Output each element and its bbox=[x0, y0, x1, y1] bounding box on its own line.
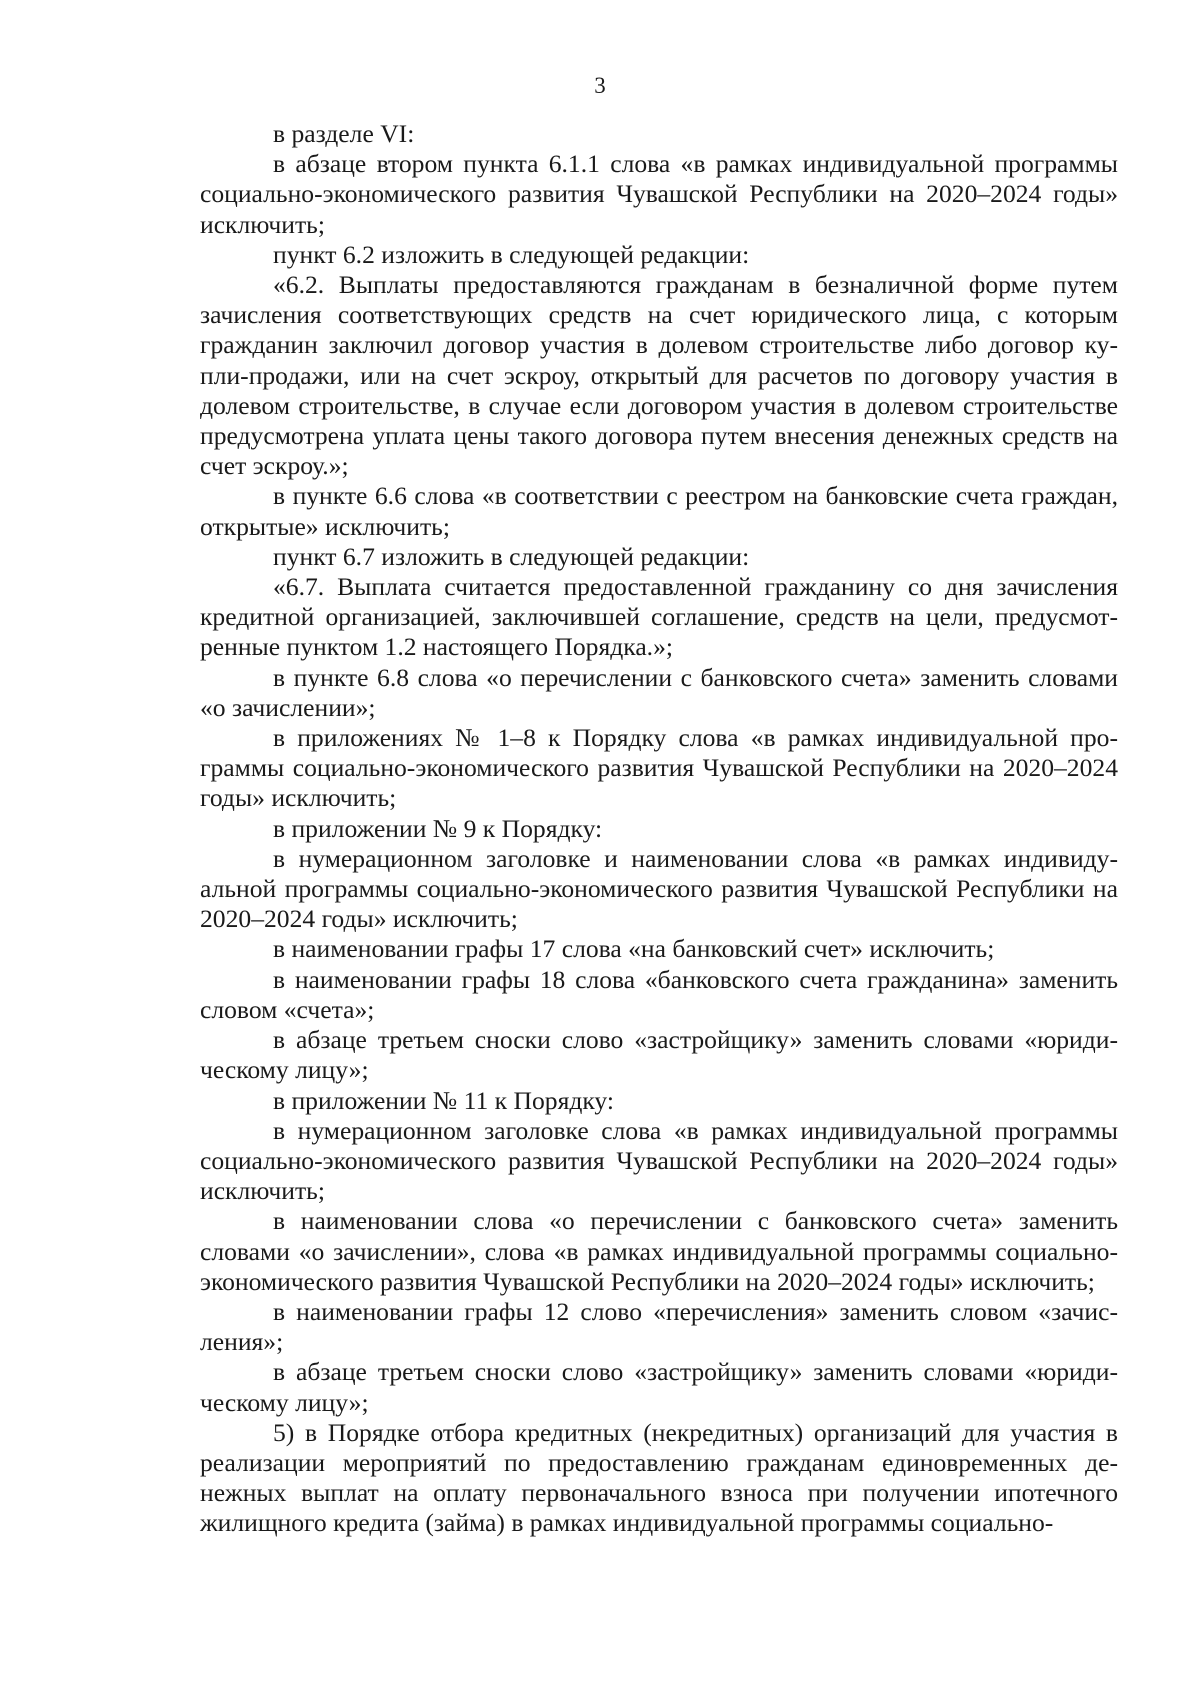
paragraph-footnote-11: в абзаце третьем сноски слово «застройщику» заменить словами «юридическому лицу»; bbox=[200, 1357, 1118, 1417]
paragraph-appendices-1-8: в приложениях № 1–8 к Порядку слова «в рамках индивидуальной программы социально-экономического развития Чувашской Республики на 2020–2024 годы» исключить; bbox=[200, 723, 1118, 813]
paragraph-column-17: в наименовании графы 17 слова «на банковский счет» исключить; bbox=[273, 934, 995, 964]
paragraph-appendix-11: в приложении № 11 к Порядку: bbox=[273, 1085, 615, 1115]
paragraph-section-vi: в разделе VI: bbox=[273, 119, 415, 148]
paragraph-appendix-11-header: в нумерационном заголовке слова «в рамках индивидуальной программы социально-экономического развития Чувашской Республики на 2020–2024 годы» исключить; bbox=[200, 1115, 1118, 1206]
paragraph-6-7-intro: пункт 6.7 изложить в следующей редакции: bbox=[273, 541, 750, 571]
paragraph-appendix-11-title: в наименовании слова «о перечислении с банковского счета» заменить словами «о зачислении», слова «в рамках индивидуальной программы социально-экономического развития Чувашской Республики на 2020–2024 годы» исключить; bbox=[200, 1206, 1118, 1296]
paragraph-appendix-9: в приложении № 9 к Порядку: bbox=[273, 813, 603, 843]
paragraph-6-1-1: в абзаце втором пункта 6.1.1 слова «в рамках индивидуальной программы социально-экономического развития Чувашской Республики на 2020–2024 годы» исключить; bbox=[200, 149, 1118, 239]
paragraph-footnote-9: в абзаце третьем сноски слово «застройщику» заменить словами «юридическому лицу»; bbox=[200, 1025, 1118, 1085]
paragraph-6-8: в пункте 6.8 слова «о перечислении с банковского счета» заменить словами «о зачислении»; bbox=[200, 662, 1118, 722]
page-number: 3 bbox=[594, 73, 606, 98]
paragraph-6-2-intro: пункт 6.2 изложить в следующей редакции: bbox=[273, 239, 750, 269]
paragraph-column-18: в наименовании графы 18 слова «банковского счета гражданина» заменить словом «счета»; bbox=[200, 964, 1118, 1024]
paragraph-6-6: в пункте 6.6 слова «в соответствии с реестром на банковские счета граждан, открытые» исключить; bbox=[200, 481, 1118, 541]
paragraph-column-12: в наименовании графы 12 слово «перечисления» заменить словом «зачисления»; bbox=[200, 1296, 1118, 1357]
paragraph-6-7-text: «6.7. Выплата считается предоставленной гражданину со дня зачисления кредитной организацией, заключившей соглашение, средств на цели, предусмотренные пунктом 1.2 настоящего Порядка.»; bbox=[200, 572, 1118, 662]
document-body bbox=[200, 119, 1118, 1539]
paragraph-6-2-text: «6.2. Выплаты предоставляются гражданам в безналичной форме путем зачисления соответствующих средств на счет юридического лица, с которым гражданин заключил договор участия в долевом строительстве либо договор купли-продажи, или на счет эскроу, открытый для расчетов по договору участия в долевом строительстве, в случае если договором участия в долевом строительстве предусмотрена уплата цены такого договора путем внесения денежных средств на счет эскроу.»; bbox=[200, 270, 1118, 481]
paragraph-appendix-9-header: в нумерационном заголовке и наименовании слова «в рамках индивидуальной программы социально-экономического развития Чувашской Республики на 2020–2024 годы» исключить; bbox=[200, 843, 1118, 934]
paragraph-item-5: 5) в Порядке отбора кредитных (некредитных) организаций для участия в реализации мероприятий по предоставлению гражданам единовременных денежных выплат на оплату первоначального взноса при получении ипотечного жилищного кредита (займа) в рамках индивидуальной программы социально- bbox=[200, 1417, 1118, 1538]
